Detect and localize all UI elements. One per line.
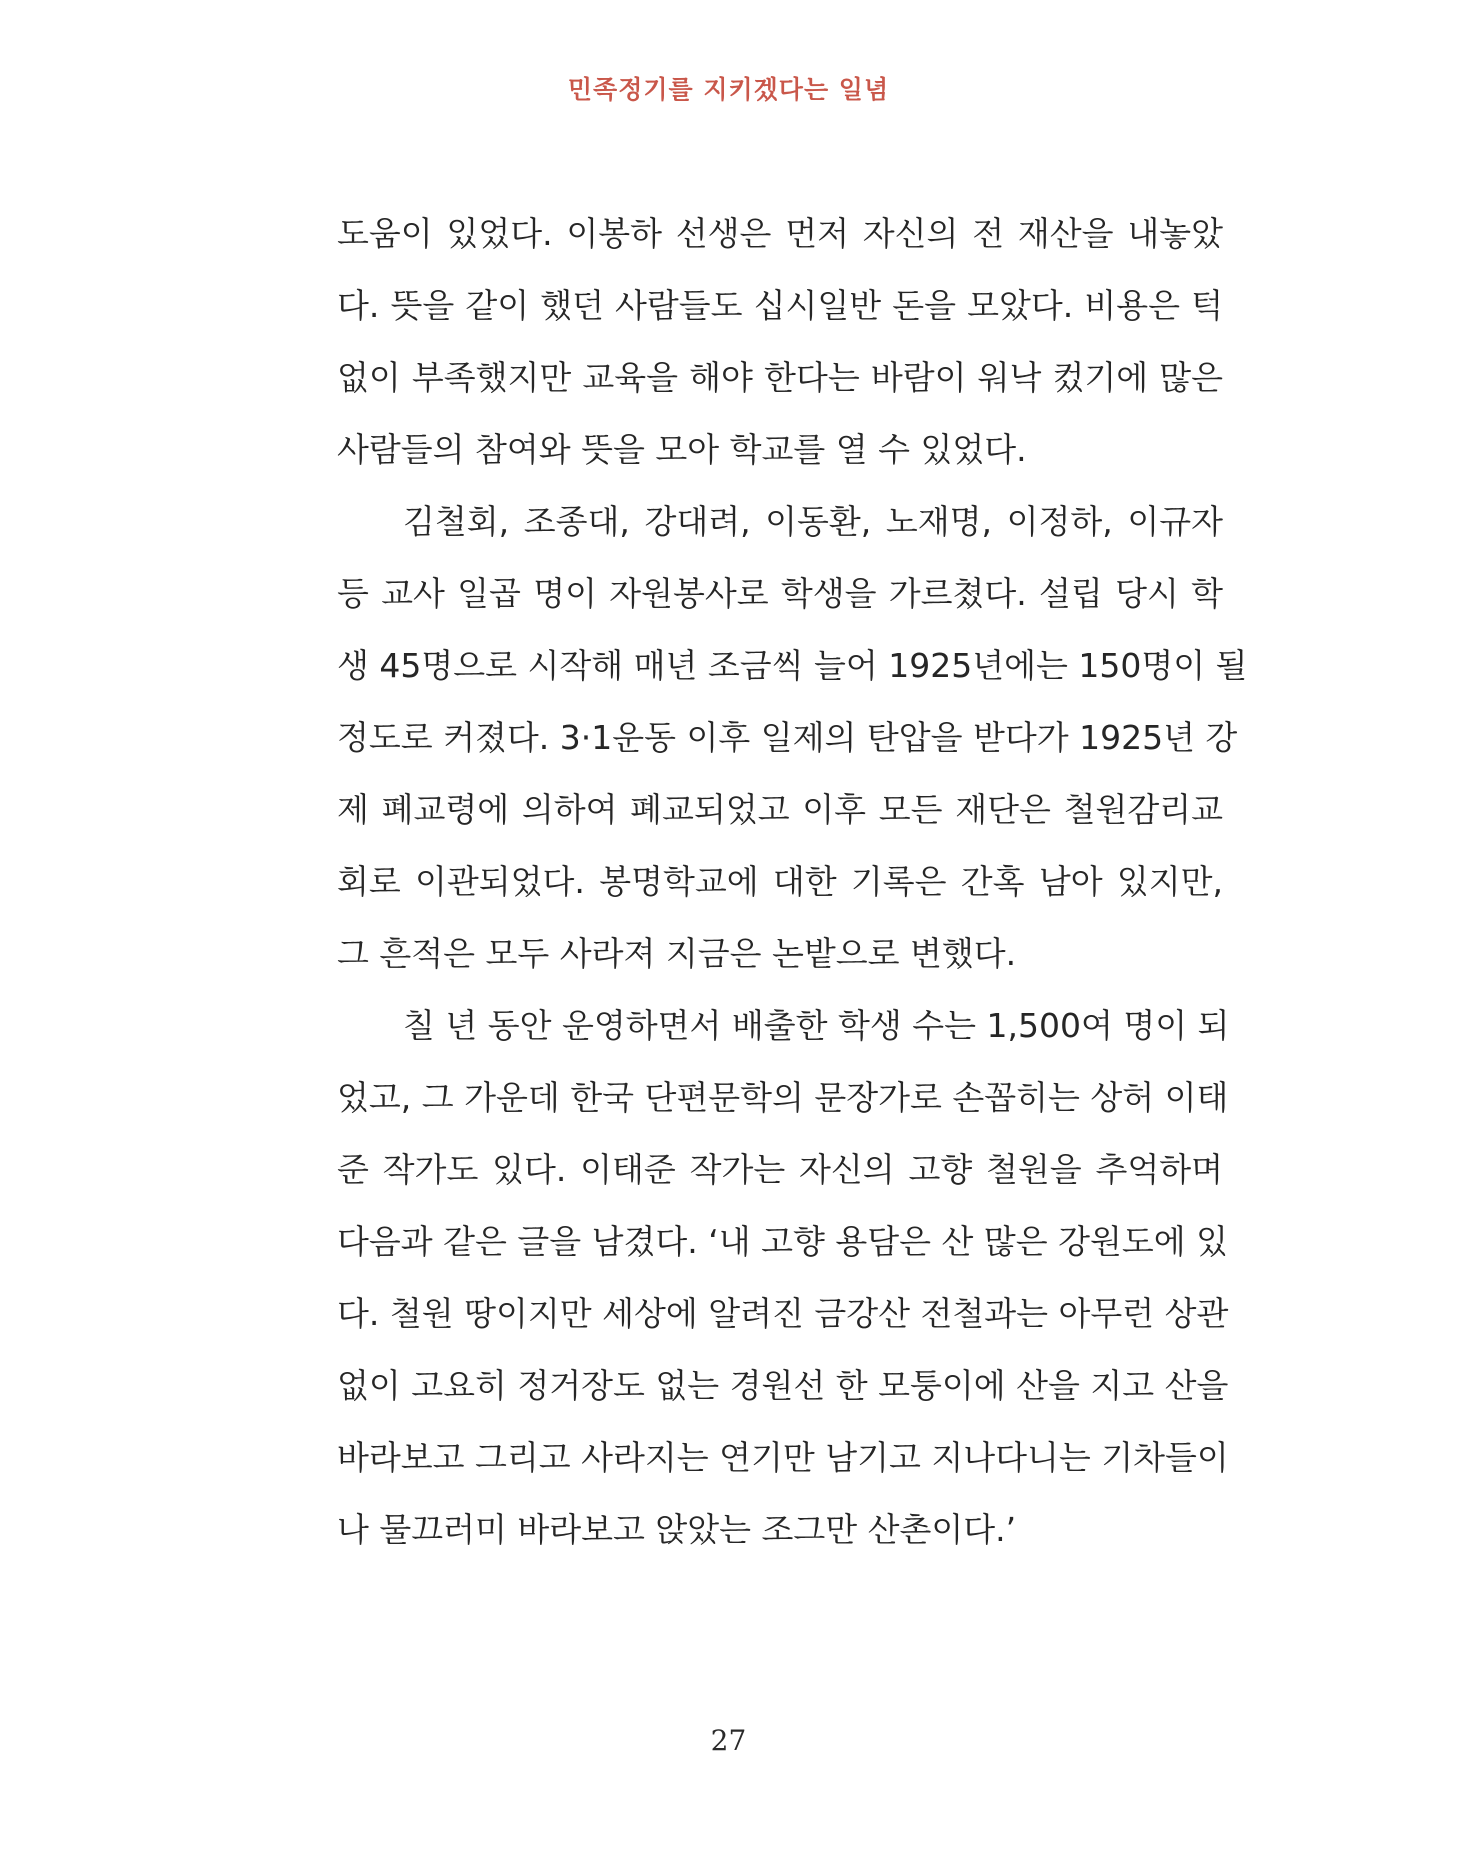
text-line: 다. 철원 땅이지만 세상에 알려진 금강산 전철과는 아무런 상관 [337, 1294, 1229, 1333]
text-line: 다음과 같은 글을 남겼다. ‘내 고향 용담은 산 많은 강원도에 있 [337, 1222, 1228, 1261]
text-line: 없이 고요히 정거장도 없는 경원선 한 모퉁이에 산을 지고 산을 [337, 1366, 1229, 1405]
text-line: 없이 부족했지만 교육을 해야 한다는 바람이 워낙 컸기에 많은 [337, 358, 1223, 397]
text-line: 그 흔적은 모두 사라져 지금은 논밭으로 변했다. [337, 934, 1017, 973]
text-line: 사람들의 참여와 뜻을 모아 학교를 열 수 있었다. [337, 430, 1027, 469]
text-line: 나 물끄러미 바라보고 앉았는 조그만 산촌이다.’ [337, 1510, 1017, 1549]
text-line: 제 폐교령에 의하여 폐교되었고 이후 모든 재단은 철원감리교 [337, 790, 1223, 829]
page-number: 27 [710, 1724, 747, 1757]
text-line: 바라보고 그리고 사라지는 연기만 남기고 지나다니는 기차들이 [337, 1438, 1229, 1477]
text-line: 정도로 커졌다. 3·1운동 이후 일제의 탄압을 받다가 1925년 강 [337, 718, 1238, 757]
text-line: 준 작가도 있다. 이태준 작가는 자신의 고향 철원을 추억하며 [337, 1150, 1223, 1189]
text-line: 도움이 있었다. 이봉하 선생은 먼저 자신의 전 재산을 내놓았 [337, 214, 1223, 253]
text-line: 다. 뜻을 같이 했던 사람들도 십시일반 돈을 모았다. 비용은 턱 [337, 286, 1223, 325]
text-line: 칠 년 동안 운영하면서 배출한 학생 수는 1,500여 명이 되 [403, 1006, 1230, 1045]
text-line: 회로 이관되었다. 봉명학교에 대한 기록은 간혹 남아 있지만, [337, 862, 1223, 901]
text-line: 김철회, 조종대, 강대려, 이동환, 노재명, 이정하, 이규자 [403, 502, 1223, 541]
text-line: 등 교사 일곱 명이 자원봉사로 학생을 가르쳤다. 설립 당시 학 [337, 574, 1223, 613]
body-text [337, 198, 1248, 1566]
text-line: 생 45명으로 시작해 매년 조금씩 늘어 1925년에는 150명이 될 [337, 646, 1248, 685]
running-header: 민족정기를 지키겠다는 일념 [567, 75, 890, 104]
text-line: 었고, 그 가운데 한국 단편문학의 문장가로 손꼽히는 상허 이태 [337, 1078, 1229, 1117]
